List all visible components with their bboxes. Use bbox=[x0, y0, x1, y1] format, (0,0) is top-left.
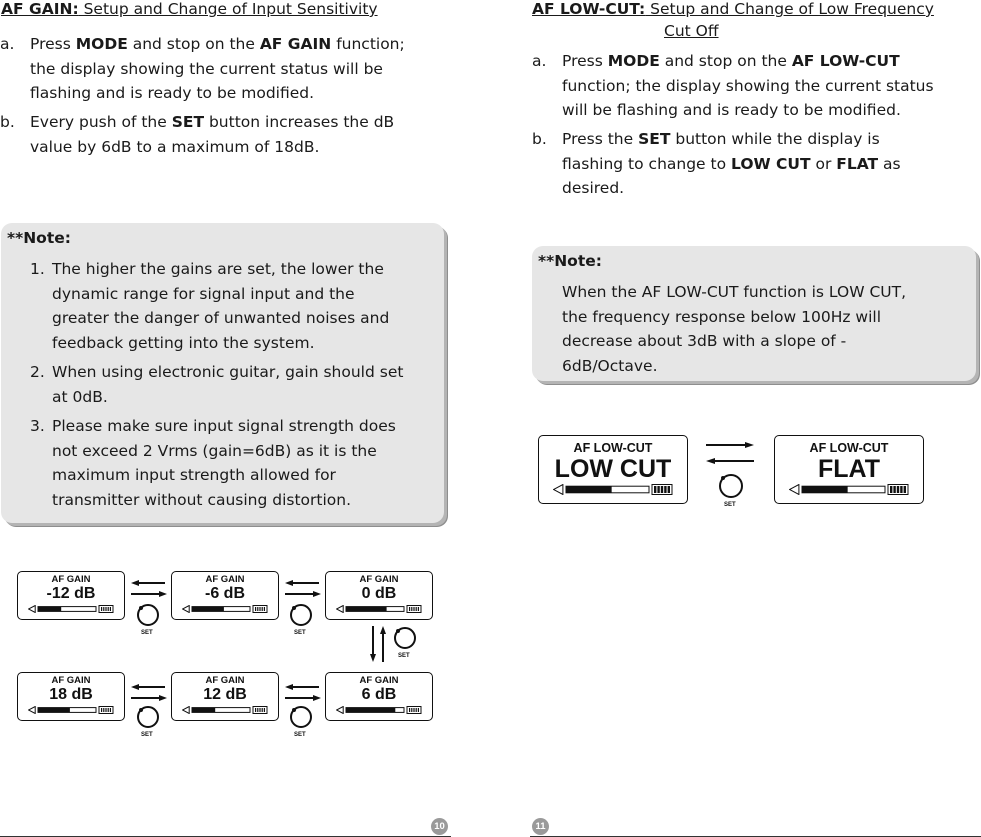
display-label: AF GAIN bbox=[51, 574, 91, 585]
text-run: desired. bbox=[562, 179, 625, 197]
text-run: value by 6dB to a maximum of 18dB. bbox=[30, 137, 320, 156]
text-run: flashing and is ready to be modified. bbox=[30, 84, 315, 102]
lowcut-display bbox=[774, 435, 924, 504]
set-label: SET bbox=[724, 502, 736, 508]
text-line: feedback getting into the system. bbox=[52, 333, 315, 352]
level-fill bbox=[346, 708, 395, 713]
note-item-number: 2. bbox=[30, 363, 45, 381]
note-text bbox=[562, 280, 972, 378]
set-label: SET bbox=[294, 732, 306, 738]
af-lowcut-step-a bbox=[532, 49, 981, 123]
level-meter-icon bbox=[28, 605, 114, 613]
step-text bbox=[30, 32, 405, 106]
text-line: not exceed 2 Vrms (gain=6dB) as it is the bbox=[52, 441, 377, 460]
text-run: and stop on the bbox=[127, 35, 260, 53]
text-run: the display showing the current status will be bbox=[30, 59, 383, 78]
text-run: will be flashing and is ready to be modified. bbox=[562, 101, 901, 119]
text-line bbox=[562, 49, 934, 74]
arrow-pair-icon bbox=[283, 682, 323, 702]
af-gain-note-box bbox=[1, 223, 444, 523]
text-line: dynamic range for signal input and the bbox=[52, 284, 355, 303]
display-label: AF LOW-CUT bbox=[573, 441, 653, 455]
display-value: FLAT bbox=[817, 455, 880, 483]
step-text bbox=[562, 49, 934, 123]
step-label: b. bbox=[0, 113, 15, 131]
set-label: SET bbox=[398, 653, 410, 659]
note-text-lines bbox=[562, 280, 972, 378]
bold-term: FLAT bbox=[836, 154, 879, 173]
display-value: 6 dB bbox=[361, 686, 397, 703]
text-line bbox=[562, 176, 901, 201]
text-line: maximum input strength allowed for bbox=[52, 466, 336, 484]
note-item-number: 3. bbox=[30, 417, 45, 435]
lowcut-display bbox=[538, 435, 688, 504]
level-fill bbox=[38, 607, 61, 612]
level-meter-icon bbox=[28, 706, 114, 714]
text-line bbox=[562, 127, 901, 152]
level-meter-icon bbox=[182, 706, 268, 714]
af-gain-heading-bold: AF GAIN: bbox=[1, 0, 79, 18]
display-label: AF LOW-CUT bbox=[809, 441, 889, 455]
note-item-number: 1. bbox=[30, 260, 45, 278]
text-line: at 0dB. bbox=[52, 387, 108, 406]
set-label: SET bbox=[141, 630, 153, 636]
text-line bbox=[562, 98, 934, 123]
text-line: decrease about 3dB with a slope of - bbox=[562, 332, 847, 350]
set-knob-icon bbox=[137, 604, 159, 626]
arrow-pair-icon bbox=[283, 578, 323, 598]
level-meter-icon bbox=[336, 605, 422, 613]
display-value: -6 dB bbox=[205, 585, 245, 602]
level-meter-icon bbox=[789, 484, 909, 495]
bold-term: MODE bbox=[607, 52, 660, 70]
display-label: AF GAIN bbox=[205, 574, 245, 585]
display-label: AF GAIN bbox=[205, 675, 245, 686]
step-label: a. bbox=[0, 35, 15, 53]
text-line: the frequency response below 100Hz will bbox=[562, 307, 882, 326]
set-knob-icon bbox=[137, 706, 159, 728]
step-text bbox=[562, 127, 901, 201]
text-line bbox=[30, 135, 394, 160]
text-line: When the AF LOW-CUT function is LOW CUT, bbox=[562, 283, 907, 301]
gain-display bbox=[171, 571, 279, 620]
level-fill bbox=[802, 486, 848, 493]
level-fill bbox=[192, 708, 215, 713]
text-line: greater the danger of unwanted noises and bbox=[52, 309, 390, 327]
note-title: **Note: bbox=[7, 229, 71, 247]
vertical-arrow-pair-icon bbox=[368, 624, 388, 664]
note-item-text bbox=[52, 414, 396, 512]
arrow-pair-icon bbox=[704, 440, 756, 466]
text-run: as bbox=[878, 154, 901, 173]
af-gain-step-b bbox=[0, 110, 460, 160]
text-line bbox=[562, 152, 901, 177]
text-run: function; the display showing the current status bbox=[562, 76, 934, 95]
gain-display bbox=[325, 571, 433, 620]
gain-display bbox=[171, 672, 279, 721]
af-lowcut-heading-rest: Setup and Change of Low Frequency bbox=[645, 0, 934, 18]
bold-term: SET bbox=[171, 113, 205, 131]
text-run: button while the display is bbox=[670, 130, 880, 148]
text-run: or bbox=[810, 154, 837, 173]
af-gain-heading bbox=[1, 0, 378, 20]
page-number: 11 bbox=[532, 818, 549, 835]
bold-term: MODE bbox=[75, 35, 128, 53]
gain-display bbox=[17, 571, 125, 620]
level-fill bbox=[566, 486, 612, 493]
level-meter-icon bbox=[336, 706, 422, 714]
step-text bbox=[30, 110, 394, 159]
text-run: flashing to change to bbox=[562, 154, 732, 173]
display-value: 18 dB bbox=[49, 686, 93, 703]
text-line bbox=[30, 57, 405, 82]
text-run: Press bbox=[30, 35, 76, 53]
af-lowcut-note-box bbox=[532, 246, 976, 381]
text-run: Press the bbox=[562, 130, 639, 148]
af-gain-step-a bbox=[0, 32, 460, 106]
display-label: AF GAIN bbox=[359, 675, 399, 686]
display-value: LOW CUT bbox=[554, 455, 672, 483]
text-run: button increases the dB bbox=[204, 113, 395, 131]
text-line: Please make sure input signal strength does bbox=[52, 417, 396, 435]
note-item-text bbox=[52, 360, 403, 409]
step-label: b. bbox=[532, 130, 547, 148]
af-gain-heading-rest: Setup and Change of Input Sensitivity bbox=[78, 0, 378, 18]
af-lowcut-heading-rest2: Cut Off bbox=[664, 22, 719, 40]
level-fill bbox=[346, 607, 387, 612]
text-run: and stop on the bbox=[659, 52, 792, 70]
bold-term: AF LOW-CUT bbox=[791, 52, 900, 70]
text-line: When using electronic guitar, gain should set bbox=[52, 363, 404, 381]
bold-term: LOW CUT bbox=[731, 154, 811, 173]
text-line: The higher the gains are set, the lower the bbox=[52, 260, 384, 278]
gain-display bbox=[325, 672, 433, 721]
arrow-pair-icon bbox=[129, 578, 169, 598]
step-label: a. bbox=[532, 52, 547, 70]
af-lowcut-step-b bbox=[532, 127, 981, 201]
text-line bbox=[30, 32, 405, 57]
text-line: 6dB/Octave. bbox=[562, 356, 658, 375]
af-lowcut-heading bbox=[532, 0, 981, 20]
display-label: AF GAIN bbox=[359, 574, 399, 585]
af-lowcut-heading-bold: AF LOW-CUT: bbox=[532, 0, 646, 18]
level-fill bbox=[38, 708, 70, 713]
text-line: transmitter without causing distortion. bbox=[52, 490, 352, 509]
set-knob-icon bbox=[719, 474, 743, 498]
text-run: Every push of the bbox=[30, 113, 172, 131]
set-knob-icon bbox=[290, 706, 312, 728]
bold-term: AF GAIN bbox=[259, 35, 332, 53]
page-number: 10 bbox=[431, 818, 448, 835]
display-value: 0 dB bbox=[361, 585, 397, 602]
level-meter-icon bbox=[553, 484, 673, 495]
set-knob-icon bbox=[290, 604, 312, 626]
level-fill bbox=[192, 607, 224, 612]
level-meter-icon bbox=[182, 605, 268, 613]
text-run: function; bbox=[331, 35, 405, 53]
note-item-text bbox=[52, 257, 389, 355]
text-line bbox=[30, 81, 405, 106]
set-label: SET bbox=[141, 732, 153, 738]
text-line bbox=[562, 74, 934, 99]
arrow-pair-icon bbox=[129, 682, 169, 702]
text-run: Press bbox=[562, 52, 608, 70]
gain-display bbox=[17, 672, 125, 721]
text-line bbox=[30, 110, 394, 135]
bold-term: SET bbox=[638, 130, 671, 148]
display-label: AF GAIN bbox=[51, 675, 91, 686]
display-value: 12 dB bbox=[203, 686, 247, 703]
display-value: -12 dB bbox=[46, 585, 96, 602]
set-knob-icon bbox=[394, 627, 416, 649]
af-lowcut-heading-line2 bbox=[664, 20, 719, 42]
set-label: SET bbox=[294, 630, 306, 636]
note-title: **Note: bbox=[538, 252, 602, 270]
